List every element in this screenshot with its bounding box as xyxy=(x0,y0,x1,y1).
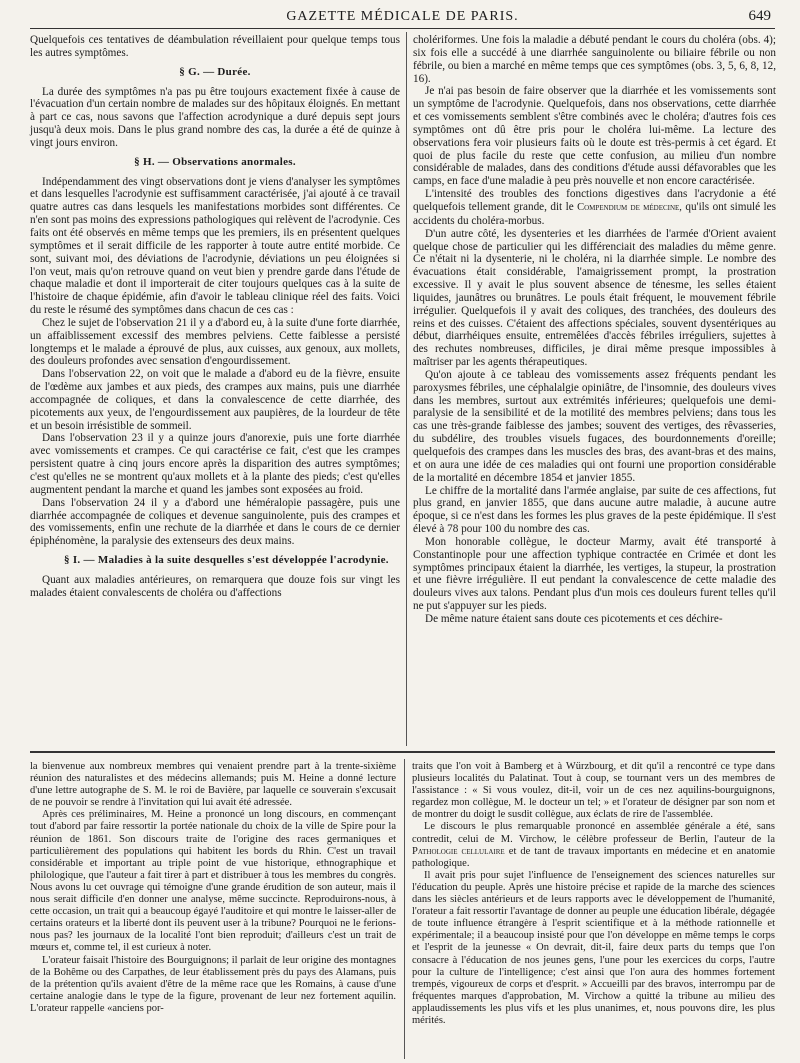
paragraph: Quant aux maladies antérieures, on remarquera que douze fois sur vingt les malades étaient convalescents de choléra ou d'affections xyxy=(30,573,400,599)
section-heading: § G. — Durée. xyxy=(179,65,251,78)
section-heading: § H. — Observations anormales. xyxy=(134,155,296,168)
paragraph: Je n'ai pas besoin de faire observer que la diarrhée et les vomissements sont un symptôme de l'acrodynie. Quelquefois, dans nos observations, cette diarrhée et ces vomissements semblent s'être combinés avec le choléra; d'autres fois ces symptômes ont dû être pris pour le choléra lui-même. La lecture des observations fera voir plusieurs faits où le doute est très-permis à cet égard. Et quoi de plus facile du reste que cette confusion, au milieu d'un nombre considérable de malades, dans des conditions d'étude aussi défavorables que les camps, en face d'une maladie à peu près nouvelle et non encore caractérisée. xyxy=(413,85,776,188)
paragraph: Dans l'observation 24 il y a d'abord une héméralopie passagère, puis une diarrhée accompagnée de coliques et devenue sanguinolente, puis des crampes et des vomissements, enfin une rechute de la diarrhée et dans le cours de ce dernier épiphénomène, la paralysie des extenseurs des deux mains. xyxy=(30,496,400,548)
column-divider xyxy=(406,32,407,746)
page-header xyxy=(30,6,775,29)
paragraph: Mon honorable collègue, le docteur Marmy, avait été transporté à Constantinople pour une affection typhique contractée en Crimée et dont les symptômes principaux étaient la diarrhée, les vertiges, la stupeur, la prostration et une fièvre irrégulière. Il eut pendant la convalescence de cette maladie des douleurs vives aux talons. Pendant plus d'un mois ces douleurs furent telles qu'il ne put s'appuyer sur les pieds. xyxy=(413,535,776,613)
left-column xyxy=(30,34,400,600)
paragraph: Dans l'observation 22, on voit que le malade a d'abord eu de la fièvre, ensuite de l'œdème aux jambes et aux pieds, des crampes aux mains, puis une diarrhée accompagnée de coliques, et dans la convalescence de cette diarrhée, des picotements aux yeux, de l'engourdissement aux paupières, de la lourdeur de tête et un besoin irrésistible de sommeil. xyxy=(30,368,400,432)
right-column xyxy=(413,34,776,626)
paragraph xyxy=(413,188,776,228)
paragraph: traits que l'on voit à Bamberg et à Würzbourg, et dit qu'il a rencontré ce type dans plusieurs localités du Palatinat. Tout à coup, se tournant vers un des membres de l'assistance : « Si vous voulez, dit-il, voir un de ces nez aquilins-bourguignons, regardez mon collègue, M. le docteur un tel; » et l'orateur de désigner par son nom et de montrer du doigt le susdit collègue, aux éclats de rire de l'assemblée. xyxy=(412,761,775,821)
paragraph: De même nature étaient sans doute ces picotements et ces déchire- xyxy=(425,612,723,625)
paragraph: Qu'on ajoute à ce tableau des vomissements assez fréquents pendant les paroxysmes fébriles, une céphalalgie opiniâtre, de l'insomnie, des douleurs vives dans les membres, surtout aux extrémités inférieures; quelquefois une demi-paralysie de la sensibilité et de la motilité des membres pelviens; dans tous les cas une très-grande faiblesse des jambes; souvent des vertiges, des rêvasseries, du subdélire, des troubles visuels fugaces, des bourdonnements d'oreille; quelquefois des crampes dans les muscles des bras, des avant-bras et des mains, et on aura une idée de ces maladies qui ont fourni une proportion considérable de la mortalité en décembre 1854 et janvier 1855. xyxy=(413,368,776,484)
paragraph: Indépendamment des vingt observations dont je viens d'analyser les symptômes et dans lesquelles l'acrodynie est suffisamment caractérisée, j'ai ajouté à ce travail quatre autres cas dans lesquels les manifestations morbides sont différentes. Ce n'en sont pas moins des expressions pathologiques qui relèvent de l'acrodynie. Ces faits ont été observés en même temps que les premiers, ils en présentent quelques symptômes et il serait difficile de les rapporter à toute autre entité morbide. Ce sont, suivant moi, des déviations de l'acrodynie, déviations un peu éloignées si l'on veut, mais qu'on retrouve quand on veut bien y prendre garde dans l'étude de chaque maladie et dont il importerait de citer toujours quelques cas à la suite de l'histoire de chaque épidémie, afin d'avoir le tableau clinique réel des faits. Voici du reste le résumé des symptômes dans chacun de ces cas : xyxy=(30,175,400,317)
paragraph: D'un autre côté, les dysenteries et les diarrhées de l'armée d'Orient avaient quelque chose de particulier qui les différenciait des maladies du même genre. Ce n'était ni la dysenterie, ni le choléra, ni la diarrhée simple. Le nombre des évacuations était considérable, l'amaigrissement prompt, la prostration excessive. Il y avait le plus souvent absence de ténesme, les selles étaient liquides, jaunâtres ou brunâtres. Le pouls était fréquent, le mouvement fébrile irrégulier. Quelquefois il y avait des coliques, des tranchées, des douleurs des reins et des cuisses. C'étaient des affections spéciales, souvent dysentériques au début, diarrhéiques ensuite, entremêlées d'accès fébriles irréguliers, sujettes à des rechutes nombreuses, difficiles, je dirai même presque impossibles à maîtriser par les agents thérapeutiques. xyxy=(413,227,776,369)
paragraph: Chez le sujet de l'observation 21 il y a d'abord eu, à la suite d'une forte diarrhée, un affaiblissement excessif des membres pelviens. Cette faiblesse a persisté longtemps et le malade a éprouvé de plus, aux cuisses, aux genoux, aux mollets, des douleurs profondes avec sensation d'engourdissement. xyxy=(30,316,400,368)
paragraph: Dans l'observation 23 il y a quinze jours d'anorexie, puis une forte diarrhée avec vomissements et crampes. Ce qui caractérise ce fait, c'est que les crampes persistent quatre à cinq jours encore après la disparition des autres symptômes; c'est qu'elles ne se montrent qu'aux mollets et à la plante des pieds; c'est qu'elles augmentent pendant la marche et quand les jambes sont exposées au froid. xyxy=(30,432,400,496)
paragraph: Quelquefois ces tentatives de déambulation réveillaient pour quelque temps tous les autres symptômes. xyxy=(30,34,400,59)
text-run: L'intensité des troubles des fonctions digestives dans l'acrydonie a été quelquefois tellement grande, dit le xyxy=(413,188,776,213)
book-title: Pathologie cellulaire xyxy=(412,845,505,857)
paragraph: Il avait pris pour sujet l'influence de l'enseignement des sciences naturelles sur l'éducation du peuple. Après une histoire précise et rapide de la marche des sciences dans les siècles antérieurs et de leurs rapports avec le développement de l'humanité, l'orateur a fait ressortir l'avantage de donner au peuple une éducation libérale, dégagée de toute influence étrangère à l'esprit scientifique et à la méthode rationnelle et expérimentale; il a beaucoup insisté pour que l'on développe en même temps le corps et l'esprit de la jeunesse « On devrait, dit-il, faire deux parts du temps que l'on consacre à l'éducation de nos jeunes gens, l'une pour les exercices du corps, l'autre pour la culture de l'intelligence; c'est ainsi que l'on aura des hommes fortement trempés, vigoureux de corps et d'esprit. » Accueilli par des bravos, interrompu par de fréquentes marques d'approbation, M. Virchow a quitté la tribune au milieu des applaudissements les plus vifs et les plus unanimes, et, nous pouvons dire, les plus mérités. xyxy=(412,869,775,1026)
running-title: GAZETTE MÉDICALE DE PARIS. xyxy=(286,9,519,24)
feuilleton-column-divider xyxy=(404,759,405,1059)
section-heading: § I. — Maladies à la suite desquelles s'est développée l'acrodynie. xyxy=(64,554,389,567)
paragraph: La durée des symptômes n'a pas pu être toujours exactement fixée à cause de l'évacuation d'un certain nombre de malades sur des hôpitaux éloignés. En mettant à part ce cas, nous savons que l'affection acrodynique a duré depuis sept jours jusqu'à deux mois. Dans le plus grand nombre des cas, la durée a été de quinze à vingt jours environ. xyxy=(30,85,400,149)
paragraph: L'orateur faisait l'histoire des Bourguignons; il parlait de leur origine des montagnes de la Bohême ou des Carpathes, de leur établissement près du pays des Alamans, puis de la prétention qu'ils avaient d'être de la même race que les Romains, à cause d'une certaine analogie dans le type de la figure, provenant de leur nez fortement aquilin. L'orateur rappelle «anciens por- xyxy=(30,954,396,1014)
paragraph: la bienvenue aux nombreux membres qui venaient prendre part à la trente-sixième réunion des naturalistes et des médecins allemands; puis M. Heine a donné lecture d'une lettre autographe de S. M. le roi de Bavière, par laquelle ce souverain s'excusait de ne pouvoir se rendre à l'invitation qui lui avait été adressée. xyxy=(30,761,396,809)
feuilleton-right-column xyxy=(412,761,775,1027)
paragraph xyxy=(412,821,775,869)
text-run: qu'ils ont simulé les accidents du choléra-morbus. xyxy=(413,200,776,227)
text-run: et de tant de travaux importants en médecine et en anatomie pathologique. xyxy=(412,845,775,869)
paragraph: Le chiffre de la mortalité dans l'armée anglaise, par suite de ces affections, fut plus grand, en janvier 1855, que dans aucune autre maladie, à aucune autre époque, si ce n'est dans les formes les plus graves de la peste épidémique. Il s'est élevé à 78 pour 100 du nombre des cas. xyxy=(413,484,776,536)
feuilleton-rule xyxy=(30,751,775,753)
page-number: 649 xyxy=(748,8,771,24)
paragraph: Après ces préliminaires, M. Heine a prononcé un long discours, en commençant tout d'abord par faire ressortir la portée nationale du choix de la ville de Spire pour la réunion de 1861. Son discours traite de l'origine des races germaniques et particulièrement des populations qui habitent les bords du Rhin. C'est un travail considérable et important au triple point de vue historique, ethnographique et philologique, que l'auteur a fait tirer à part et distribuer à tous les membres du congrès. Nous avons lu cet ouvrage qui témoigne d'une grande érudition de son auteur, mais il nous serait difficile d'en donner une analyse, même succincte. Reproduirons-nous, à cette occasion, un trait qui a beaucoup égayé l'auditoire et qui montre le laisser-aller de certains orateurs et la liberté dont ils peuvent user à la tribune? Pourquoi ne le ferions-nous pas? les journaux de la localité l'ont bien reproduit; d'ailleurs c'est un trait de mœurs et, comme tel, il est curieux à noter. xyxy=(30,809,396,954)
paragraph: cholériformes. Une fois la maladie a débuté pendant le cours du choléra (obs. 4); six fois elle a succédé à une diarrhée sanguinolente ou biliaire fébrile ou non fébrile, ou bien a marché en même temps que ces symptômes (obs. 3, 5, 6, 8, 12, 16). xyxy=(413,34,776,85)
journal-title: Compendium de médecine, xyxy=(577,201,682,213)
text-run: Le discours le plus remarquable prononcé en assemblée générale a été, sans contredit, celui de M. Virchow, le célèbre professeur de Berlin, l'auteur de la xyxy=(412,821,775,845)
feuilleton-left-column xyxy=(30,761,396,1015)
